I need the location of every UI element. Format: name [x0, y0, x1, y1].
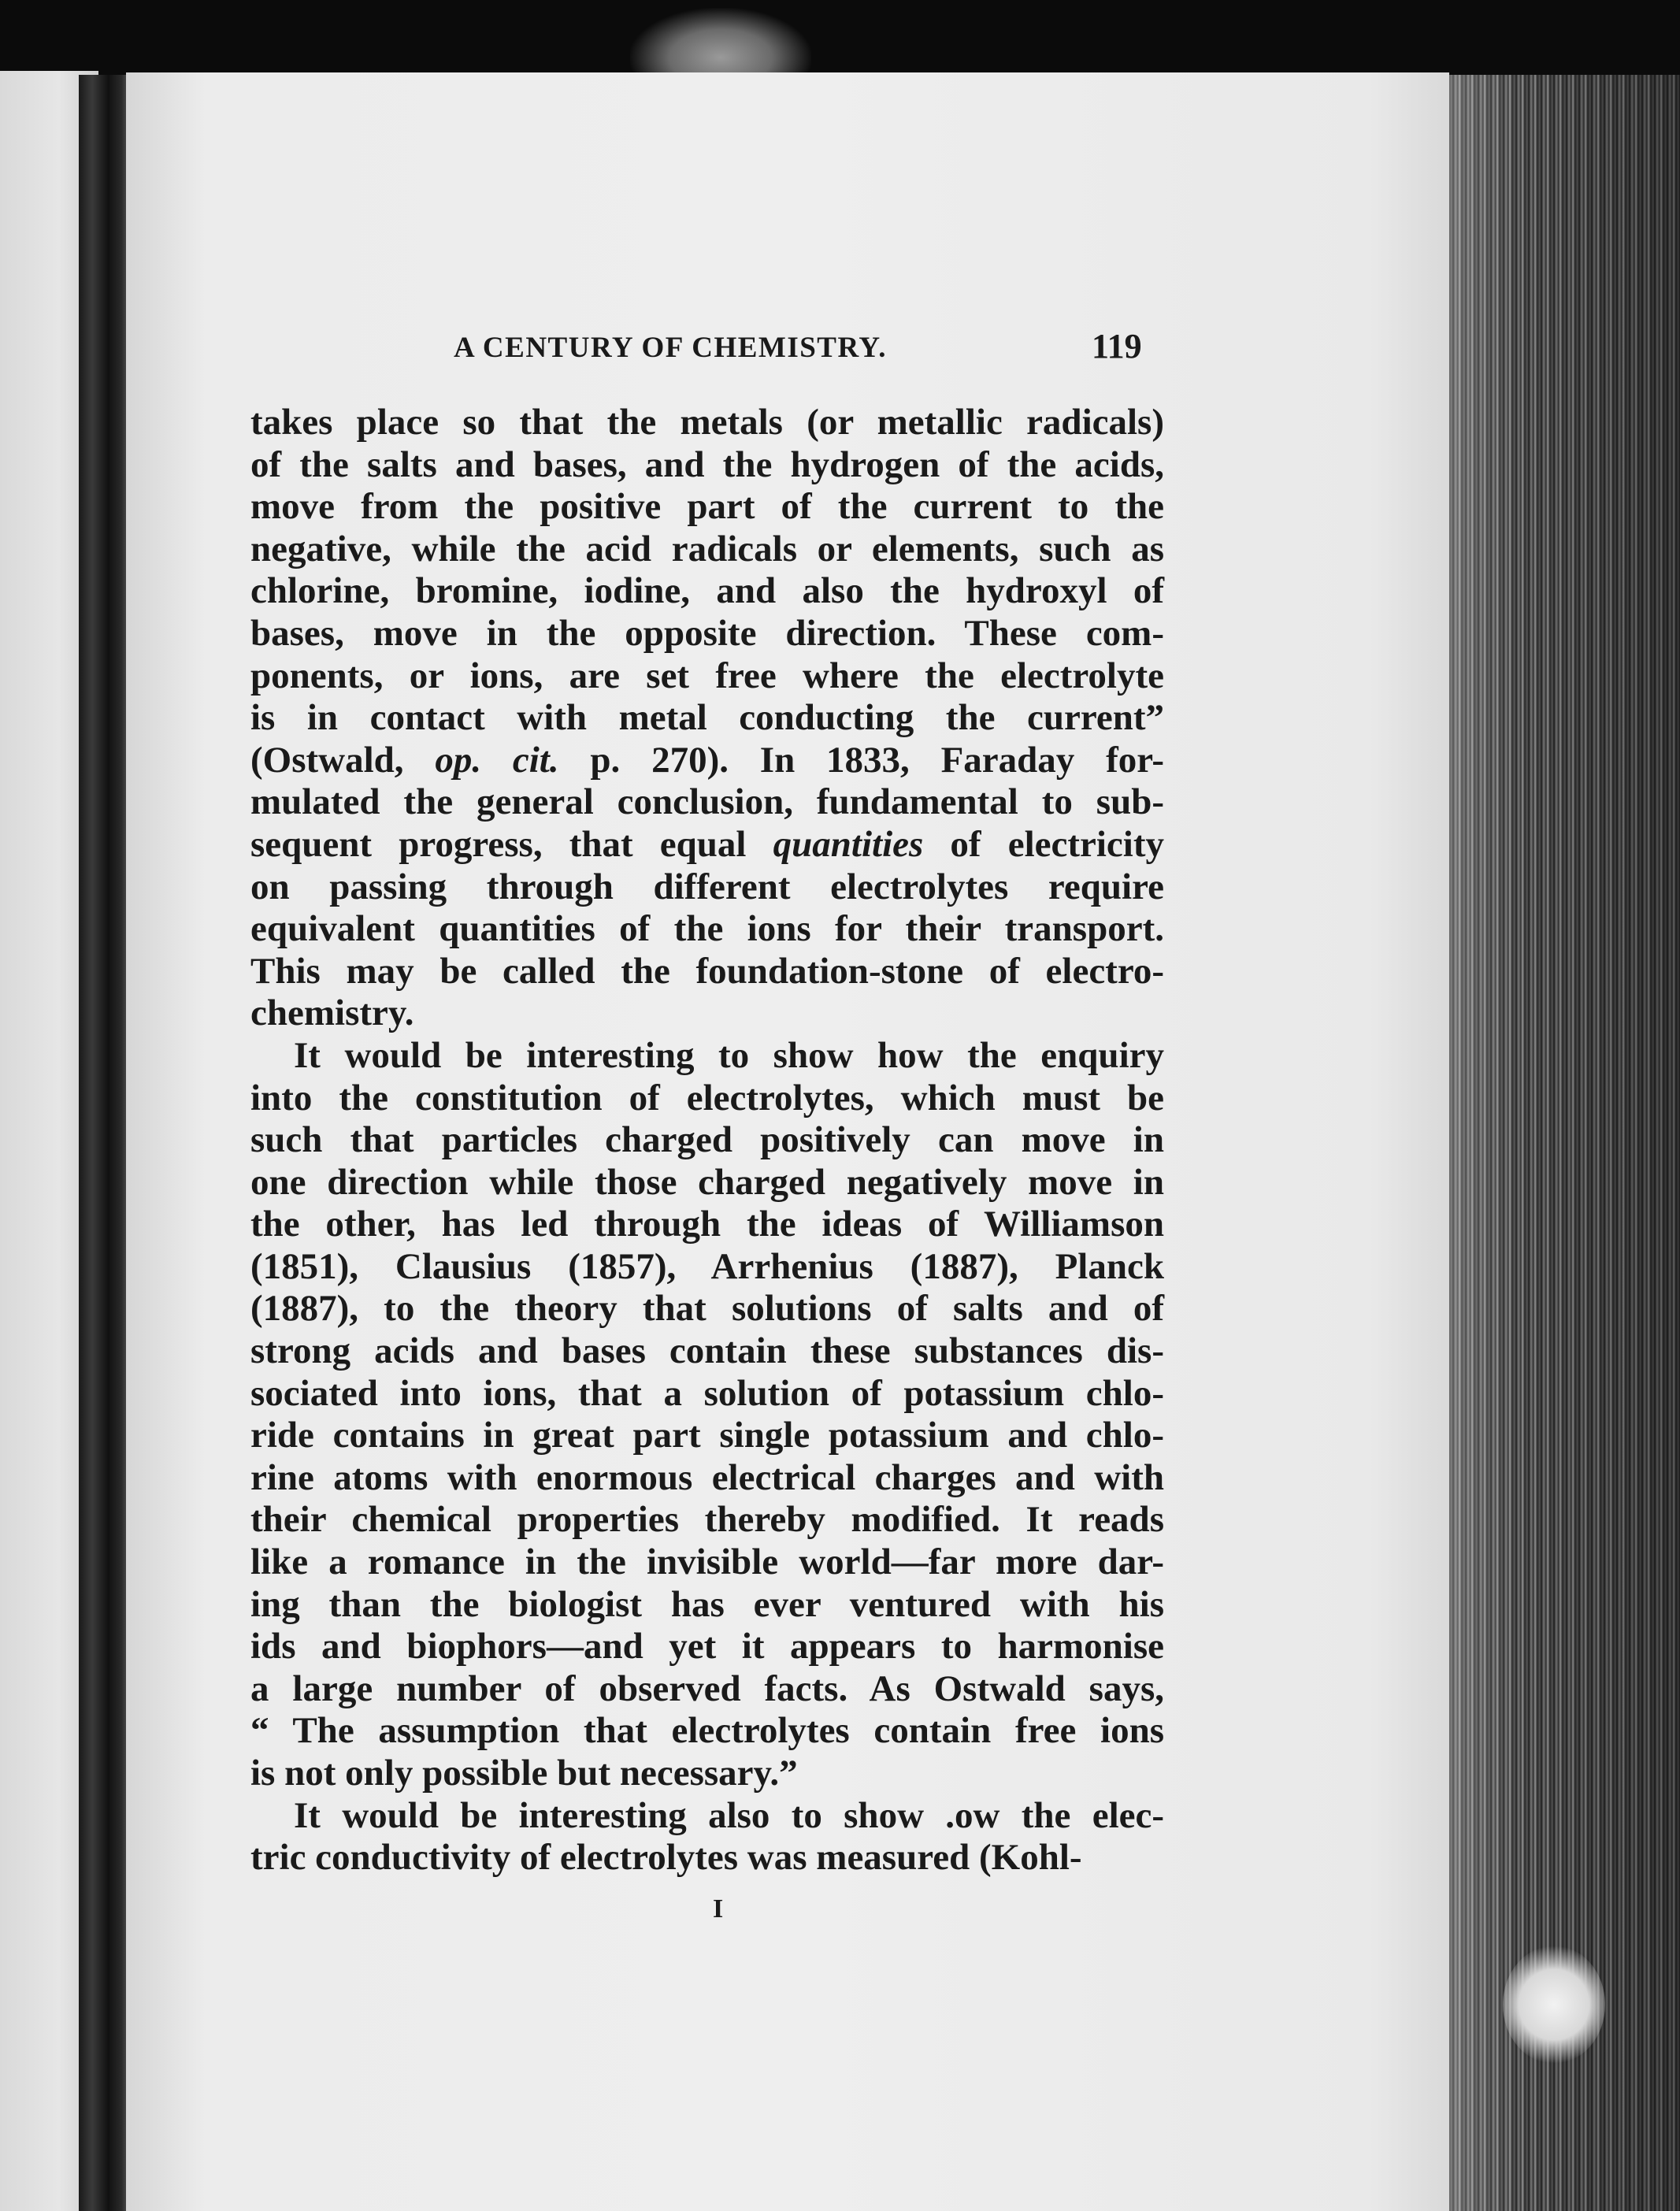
printer-signature-mark: I [713, 1894, 724, 1923]
text-line: ponents, or ions, are set free where the electrolyte [250, 655, 1164, 696]
page-body-text [250, 402, 1164, 1879]
paragraph [250, 1035, 1164, 1795]
text-line: such that particles charged positively can move in [250, 1119, 1164, 1161]
text-line: of the salts and bases, and the hydrogen of the acids, [250, 443, 1164, 485]
running-head-title: A CENTURY OF CHEMISTRY. [454, 332, 887, 364]
text-line: (1851), Clausius (1857), Arrhenius (1887), Planck [250, 1245, 1164, 1287]
text-line: takes place so that the metals (or metallic radicals) [250, 402, 1164, 443]
text-line: This may be called the foundation-stone of electro- [250, 950, 1164, 992]
text-line: one direction while those charged negatively move in [250, 1161, 1164, 1203]
page-number: 119 [1092, 327, 1142, 365]
running-header [0, 327, 1680, 378]
text-line: ids and biophors—and yet it appears to harmonise [250, 1626, 1164, 1668]
text-line: tric conductivity of electrolytes was measured (Kohl- [250, 1837, 1082, 1879]
text-line: chlorine, bromine, iodine, and also the hydroxyl of [250, 570, 1164, 612]
text-line: It would be interesting also to show .ow the elec- [294, 1794, 1164, 1836]
text-line: the other, has led through the ideas of Williamson [250, 1204, 1164, 1245]
paragraph [250, 402, 1164, 1035]
text-line: their chemical properties thereby modified. It reads [250, 1499, 1164, 1541]
text-line: equivalent quantities of the ions for their transport. [250, 908, 1164, 950]
text-line: ride contains in great part single potassium and chlo- [250, 1415, 1164, 1456]
text-line: negative, while the acid radicals or elements, such as [250, 528, 1164, 569]
text-line: rine atoms with enormous electrical charges and with [250, 1456, 1164, 1498]
text-line: is in contact with metal conducting the current” [250, 697, 1164, 739]
text-line: (1887), to the theory that solutions of salts and of [250, 1288, 1164, 1330]
text-line: “ The assumption that electrolytes contain free ions [250, 1710, 1164, 1752]
text-line: ing than the biologist has ever ventured with his [250, 1583, 1164, 1625]
paper-blemish [1503, 1946, 1605, 2064]
text-line: sociated into ions, that a solution of potassium chlo- [250, 1372, 1164, 1414]
book-gutter [79, 75, 132, 2211]
text-line: is not only possible but necessary.” [250, 1753, 798, 1794]
text-line: strong acids and bases contain these substances dis- [250, 1330, 1164, 1372]
text-line: bases, move in the opposite direction. These com- [250, 612, 1164, 654]
text-line: chemistry. [250, 992, 414, 1034]
text-line: It would be interesting to show how the enquiry [294, 1034, 1164, 1076]
text-line: like a romance in the invisible world—far more dar- [250, 1541, 1164, 1583]
page-block-edges [1449, 75, 1680, 2211]
text-line: a large number of observed facts. As Ostwald says, [250, 1668, 1164, 1709]
text-line: on passing through different electrolytes require [250, 866, 1164, 907]
torn-paper-fragment [630, 8, 811, 79]
text-line: move from the positive part of the current to the [250, 486, 1164, 528]
text-line: sequent progress, that equal quantities of electricity [250, 823, 1165, 865]
text-line: mulated the general conclusion, fundamental to sub- [250, 781, 1164, 823]
text-line: into the constitution of electrolytes, which must be [250, 1077, 1164, 1118]
text-line: (Ostwald, op. cit. p. 270). In 1833, Faraday for- [250, 739, 1164, 781]
paragraph [250, 1795, 1164, 1879]
